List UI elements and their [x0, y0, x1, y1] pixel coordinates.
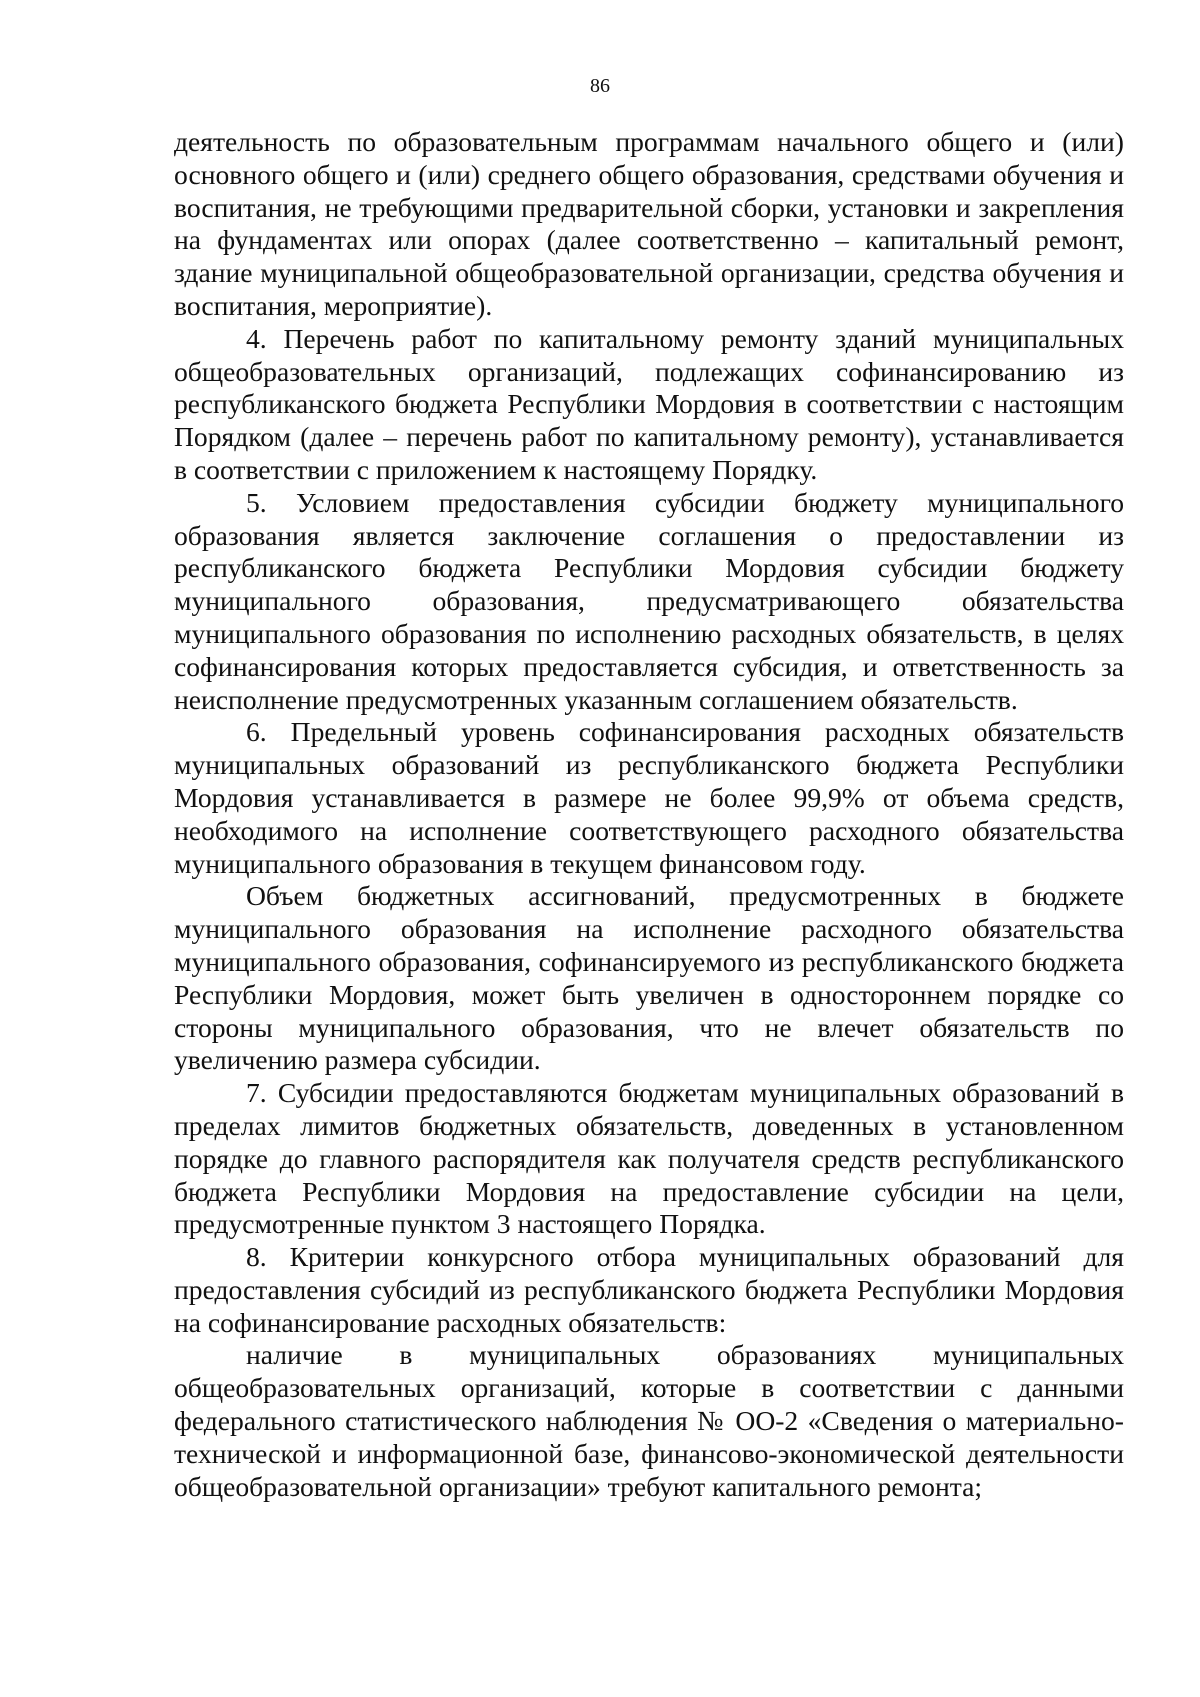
paragraph-budget-allocation: Объем бюджетных ассигнований, предусмотренных в бюджете муниципального образования на исполнение расходного обязательства муниципального образования, софинансируемого из республиканского бюджета Республики Мордовия, может быть увеличен в одностороннем порядке со стороны муниципального образования, что не влечет обязательств по увеличению размера субсидии. [174, 880, 1124, 1076]
paragraph-item-7: 7. Субсидии предоставляются бюджетам муниципальных образований в пределах лимитов бюджетных обязательств, доведенных в установленном порядке до главного распорядителя как получателя средств республиканского бюджета Республики Мордовия на предоставление субсидии на цели, предусмотренные пунктом 3 настоящего Порядка. [174, 1077, 1124, 1240]
paragraph-item-8: 8. Критерии конкурсного отбора муниципальных образований для предоставления субсидий из республиканского бюджета Республики Мордовия на софинансирование расходных обязательств: [174, 1241, 1124, 1338]
paragraph-item-4: 4. Перечень работ по капитальному ремонту зданий муниципальных общеобразовательных организаций, подлежащих софинансированию из республиканского бюджета Республики Мордовия в соответствии с настоящим Порядком (далее – перечень работ по капитальному ремонту), устанавливается в соответствии с приложением к настоящему Порядку. [174, 322, 1124, 485]
paragraph-item-5: 5. Условием предоставления субсидии бюджету муниципального образования является заключение соглашения о предоставлении из республиканского бюджета Республики Мордовия субсидии бюджету муниципального образования, предусматривающего обязательства муниципального образования по исполнению расходных обязательств, в целях софинансирования которых предоставляется субсидия, и ответственность за неисполнение предусмотренных указанным соглашением обязательств. [174, 486, 1124, 715]
paragraph-criterion: наличие в муниципальных образованиях муниципальных общеобразовательных организаций, которые в соответствии с данными федерального статистического наблюдения № ОО-2 «Сведения о материально-технической и информационной базе, финансово-экономической деятельности общеобразовательной организации» требуют капитального ремонта; [174, 1339, 1124, 1502]
paragraph-continuation: деятельность по образовательным программам начального общего и (или) основного общего и (или) среднего общего образования, средствами обучения и воспитания, не требующими предварительной сборки, установки и закрепления на фундаментах или опорах (далее соответственно – капитальный ремонт, здание муниципальной общеобразовательной организации, средства обучения и воспитания, мероприятие). [174, 126, 1124, 321]
paragraph-item-6: 6. Предельный уровень софинансирования расходных обязательств муниципальных образований из республиканского бюджета Республики Мордовия устанавливается в размере не более 99,9% от объема средств, необходимого на исполнение соответствующего расходного обязательства муниципального образования в текущем финансовом году. [174, 716, 1124, 879]
document-body [174, 126, 1124, 1503]
page-number: 86 [590, 75, 610, 97]
